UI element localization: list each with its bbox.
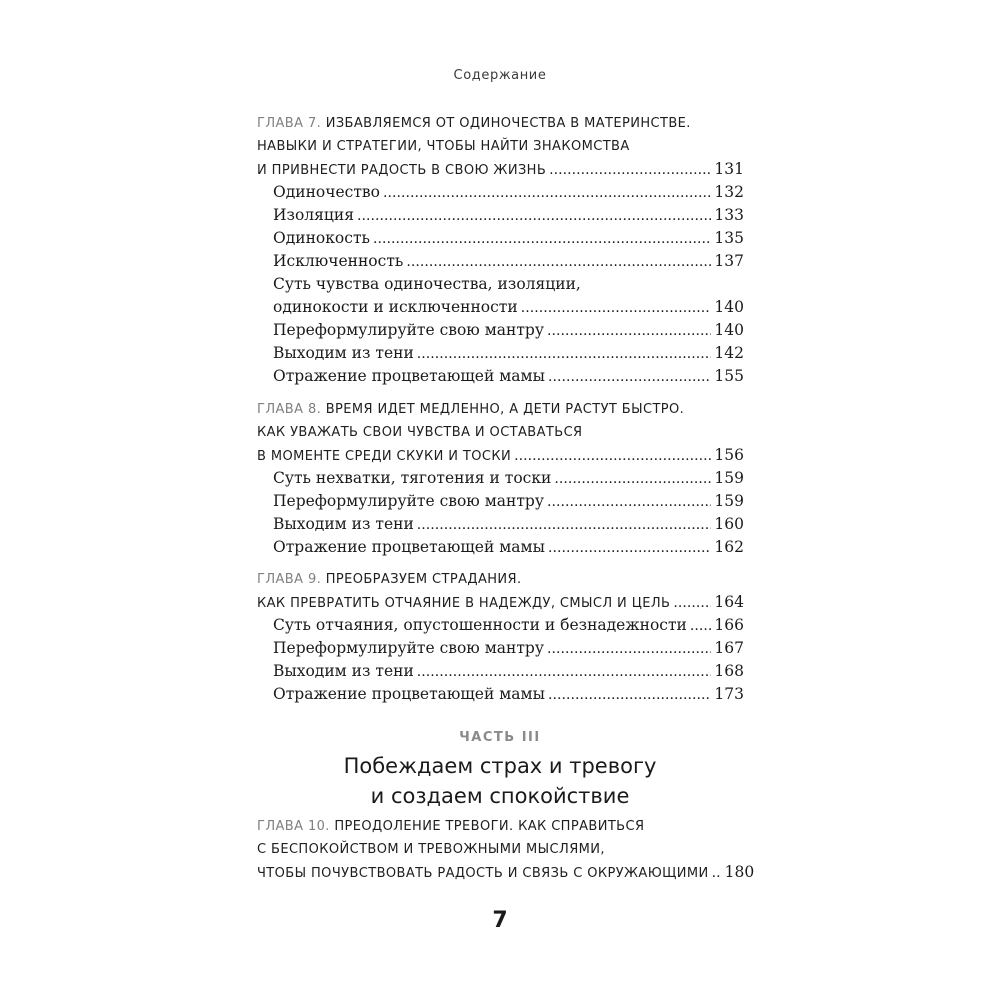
part-title-line: Побеждаем страх и тревогу [343,754,657,778]
page-number: 167 [714,639,744,657]
page-number: 164 [714,593,744,611]
dot-leader [514,445,711,468]
entry-title: Переформулируйте свою мантру [273,321,544,339]
chapter-label: ГЛАВА 9. [257,572,322,587]
chapter-title-text: КАК ПРЕВРАТИТЬ ОТЧАЯНИЕ В НАДЕЖДУ, СМЫСЛ И ЦЕЛЬ [257,596,671,611]
chapter-title-line: НАВЫКИ И СТРАТЕГИИ, ЧТОБЫ НАЙТИ ЗНАКОМСТВА [257,139,630,154]
page-number: 156 [714,446,744,464]
dot-leader [673,592,711,615]
page-number: 159 [714,492,744,510]
toc-entry[interactable] [273,660,744,683]
chapter-title-line-last[interactable] [257,861,755,884]
chapter-title-line: КАК УВАЖАТЬ СВОИ ЧУВСТВА И ОСТАВАТЬСЯ [257,425,583,440]
dot-leader [549,159,711,182]
entry-title: одинокости и исключенности [273,298,518,316]
dot-leader [548,683,711,707]
toc-entry[interactable] [273,204,744,227]
dot-leader [547,637,711,661]
entry-title: Одиночество [273,183,380,201]
chapter-title-text: ПРЕОБРАЗУЕМ СТРАДАНИЯ. [325,572,522,587]
chapter-title-text: И ПРИВНЕСТИ РАДОСТЬ В СВОЮ ЖИЗНЬ [257,163,547,178]
chapter-label: ГЛАВА 8. [257,402,322,417]
toc-entry[interactable] [273,227,744,250]
chapter-title-text: ВРЕМЯ ИДЕТ МЕДЛЕННО, А ДЕТИ РАСТУТ БЫСТРО. [325,402,685,417]
dot-leader [406,250,711,274]
toc-entry[interactable] [273,296,744,319]
toc-entry[interactable] [273,250,744,273]
page-number: 168 [714,662,744,680]
toc-entry[interactable] [273,637,744,660]
page-number: 137 [714,252,744,270]
dot-leader [548,365,711,389]
dot-leader [547,319,711,343]
chapter-title-line [257,568,744,591]
toc-entry[interactable] [273,683,744,706]
page-number: 159 [714,469,744,487]
chapter-title-text: В МОМЕНТЕ СРЕДИ СКУКИ И ТОСКИ [257,449,512,464]
toc-entry[interactable] [273,490,744,513]
page-number: 135 [714,229,744,247]
entry-title: Переформулируйте свою мантру [273,492,544,510]
toc-chapter-7 [257,112,744,388]
toc-entry[interactable] [273,365,744,388]
chapter-title-line [257,398,744,421]
toc-entry[interactable] [273,181,744,204]
dot-leader [373,227,711,251]
entry-title: Отражение процветающей мамы [273,685,545,703]
toc-chapter-10 [257,815,755,884]
entry-title: Исключенность [273,252,404,270]
entry-title: Переформулируйте свою мантру [273,639,544,657]
page-number: 131 [714,160,744,178]
page-number: 140 [714,298,744,316]
chapter-title-line: С БЕСПОКОЙСТВОМ И ТРЕВОЖНЫМИ МЫСЛЯМИ, [257,842,605,857]
chapter-title-line-last[interactable] [257,591,744,614]
dot-leader [417,660,712,684]
page-folio: 7 [492,908,508,933]
chapter-title-text: ИЗБАВЛЯЕМСЯ ОТ ОДИНОЧЕСТВА В МАТЕРИНСТВЕ. [325,116,691,131]
toc-entry[interactable] [273,513,744,536]
page-number: 133 [714,206,744,224]
page-number: 140 [714,321,744,339]
dot-leader [417,342,712,366]
dot-leader [548,536,711,560]
running-head: Содержание [453,68,547,83]
chapter-title-line [257,815,744,838]
toc-chapter-8 [257,398,744,559]
toc-entry[interactable] [273,614,744,637]
toc-entry[interactable] [273,536,744,559]
chapter-label: ГЛАВА 10. [257,819,330,834]
part-label: ЧАСТЬ III [459,730,541,745]
page-number: 160 [714,515,744,533]
chapter-title-line-last[interactable] [257,158,744,181]
entry-title: Изоляция [273,206,355,224]
entry-title: Отражение процветающей мамы [273,538,545,556]
page-number: 132 [714,183,744,201]
chapter-title-line-last[interactable] [257,444,744,467]
entry-title: Отражение процветающей мамы [273,367,545,385]
entry-title: Выходим из тени [273,344,414,362]
page-number: 142 [714,344,744,362]
toc-chapter-9 [257,568,744,706]
entry-title: Суть нехватки, тяготения и тоски [273,469,552,487]
entry-title: Одинокость [273,229,370,247]
chapter-title-text: ЧТОБЫ ПОЧУВСТВОВАТЬ РАДОСТЬ И СВЯЗЬ С ОКРУЖАЮЩИМИ [257,866,709,881]
part-title-line: и создаем спокойствие [370,784,630,808]
entry-title: Выходим из тени [273,662,414,680]
page-number: 173 [714,685,744,703]
page-number: 155 [714,367,744,385]
chapter-title-line [257,112,744,135]
entry-title-line[interactable]: Суть чувства одиночества, изоляции, [273,275,581,293]
dot-leader [547,490,711,514]
page-number: 162 [714,538,744,556]
dot-leader [417,513,712,537]
entry-title: Суть отчаяния, опустошенности и безнадежности [273,616,687,634]
page-number: 166 [714,616,744,634]
dot-leader [357,204,711,228]
toc-entry[interactable] [273,342,744,365]
part-heading [0,727,1000,811]
toc-entry[interactable] [273,467,744,490]
chapter-title-text: ПРЕОДОЛЕНИЕ ТРЕВОГИ. КАК СПРАВИТЬСЯ [334,819,645,834]
toc-entry[interactable] [273,319,744,342]
dot-leader [712,862,722,885]
dot-leader [383,181,711,205]
dot-leader [554,467,711,491]
chapter-label: ГЛАВА 7. [257,116,322,131]
entry-title: Выходим из тени [273,515,414,533]
dot-leader [690,614,712,638]
dot-leader [521,296,712,320]
page-number: 180 [724,863,755,881]
